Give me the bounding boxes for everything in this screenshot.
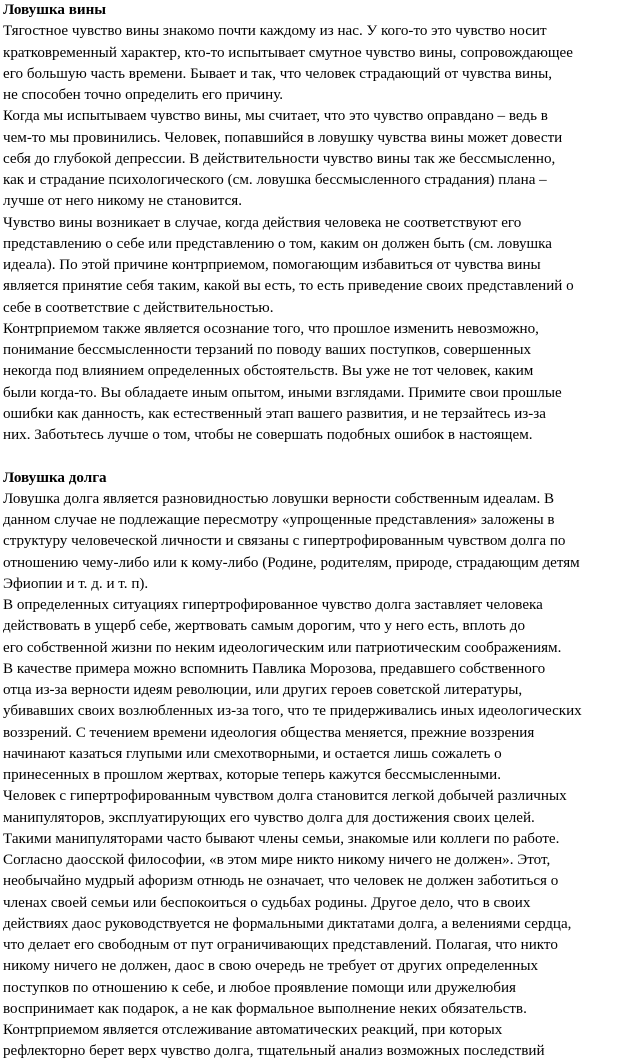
text-line: воззрений. С течением времени идеология общества меняется, прежние воззрения <box>3 724 535 741</box>
text-line: лучше от него никому не становится. <box>3 193 243 210</box>
text-line: себя до глубокой депрессии. В действительности чувство вины так же бессмысленно, <box>3 150 556 167</box>
text-line: Контрприемом также является осознание того, что прошлое изменить невозможно, <box>3 320 539 337</box>
text-line: ошибки как данность, как естественный этап вашего развития, и не терзайтесь из-за <box>3 405 546 422</box>
text-line: Тягостное чувство вины знакомо почти каждому из нас. У кого-то это чувство носит <box>3 23 547 40</box>
text-line: чем-то мы провинились. Человек, попавшийся в ловушку чувства вины может довести <box>3 129 563 146</box>
text-line: кратковременный характер, кто-то испытывает смутное чувство вины, сопровождающее <box>3 44 573 61</box>
text-line: представлению о себе или представлению о том, каким он должен быть (см. ловушка <box>3 235 552 252</box>
text-line: членах своей семьи или беспокоиться о судьбах родины. Другое дело, что в своих <box>3 894 531 911</box>
text-line: Ловушка долга является разновидностью ловушки верности собственным идеалам. В <box>3 490 555 507</box>
text-line: Такими манипуляторами часто бывают члены семьи, знакомые или коллеги по работе. <box>3 830 560 847</box>
text-line: является принятие себя таким, какой вы есть, то есть приведение своих представлений о <box>3 278 574 295</box>
text-line: Контрприемом является отслеживание автоматических реакций, при которых <box>3 1022 503 1038</box>
section-guilt-trap <box>3 0 617 446</box>
text-line: В качестве примера можно вспомнить Павлика Морозова, предавшего собственного <box>3 660 546 677</box>
text-line: поступков по отношению к себе, и любое проявление помощи или дружелюбия <box>3 979 516 996</box>
text-line: Когда мы испытываем чувство вины, мы считает, что это чувство оправдано – ведь в <box>3 108 548 125</box>
text-line: структуру человеческой личности и связаны с гипертрофированным чувством долга по <box>3 533 566 550</box>
text-line: как и страдание психологического (см. ловушка бессмысленного страдания) плана – <box>3 172 547 188</box>
text-line: его большую часть времени. Бывает и так, что человек страдающий от чувства вины, <box>3 65 553 82</box>
text-line: них. Заботьтесь лучше о том, чтобы не совершать подобных ошибок в настоящем. <box>3 427 533 443</box>
text-line: принесенных в прошлом жертвах, которые теперь кажутся бессмысленными. <box>3 767 502 783</box>
text-line: Согласно даосской философии, «в этом мире никто никому ничего не должен». Этот, <box>3 852 551 868</box>
document-page <box>3 0 617 1063</box>
text-line: некогда под влиянием определенных обстоятельств. Вы уже не тот человек, каким <box>3 363 534 380</box>
text-line: В определенных ситуациях гипертрофированное чувство долга заставляет человека <box>3 597 543 613</box>
text-line: были когда-то. Вы обладаете иным опытом, иными взглядами. Примите свои прошлые <box>3 384 562 401</box>
section-duty-trap <box>3 468 617 1063</box>
text-line: идеала). По этой причине контрприемом, помогающим избавиться от чувства вины <box>3 257 541 273</box>
text-line: действиях даос руководствуется не формальными диктатами долга, а велениями сердца, <box>3 915 572 932</box>
text-line: не способен точно определить его причину. <box>3 87 284 103</box>
text-line: отношению чему-либо или к кому-либо (Родине, родителям, природе, страдающим детям <box>3 554 580 571</box>
text-line: понимание бессмысленности терзаний по поводу ваших поступков, совершенных <box>3 342 532 358</box>
text-line: данном случае не подлежащие пересмотру «упрощенные представления» заложены в <box>3 512 555 528</box>
text-line: себе в соответствие с действительностью. <box>3 299 274 316</box>
section-heading: Ловушка долга <box>3 469 107 486</box>
text-line: необычайно мудрый афоризм отнюдь не означает, что человек не должен заботиться о <box>3 873 559 890</box>
text-line: начинают казаться глупыми или смехотворными, и остается лишь сожалеть о <box>3 745 502 762</box>
text-line: манипуляторов, эксплуатирующих его чувство долга для достижения своих целей. <box>3 809 535 826</box>
text-line: что делает его свободным от пут ограничивающих представлений. Полагая, что никто <box>3 937 558 953</box>
text-line: воспринимает как подарок, а не как формальное выполнение неких обязательств. <box>3 1000 527 1017</box>
text-line: Человек с гипертрофированным чувством долга становится легкой добычей различных <box>3 788 567 805</box>
text-line: действовать в ущерб себе, жертвовать самым дорогим, что у него есть, вплоть до <box>3 618 526 635</box>
text-line: Эфиопии и т. д. и т. п). <box>3 575 149 592</box>
section-heading: Ловушка вины <box>3 2 107 18</box>
text-line: рефлекторно берет верх чувство долга, тщательный анализ возможных последствий <box>3 1043 545 1060</box>
text-line: его собственной жизни по неким идеологическим или патриотическим соображениям. <box>3 639 562 656</box>
paragraph-spacer <box>3 446 617 467</box>
text-line: отца из-за верности идеям революции, или других героев советской литературы, <box>3 682 523 698</box>
text-line: Чувство вины возникает в случае, когда действия человека не соответствуют его <box>3 214 522 231</box>
text-line: убивавших своих возлюбленных из-за того, что те придерживались иных идеологических <box>3 703 582 720</box>
text-line: никому ничего не должен, даос в свою очередь не требует от других определенных <box>3 958 539 975</box>
